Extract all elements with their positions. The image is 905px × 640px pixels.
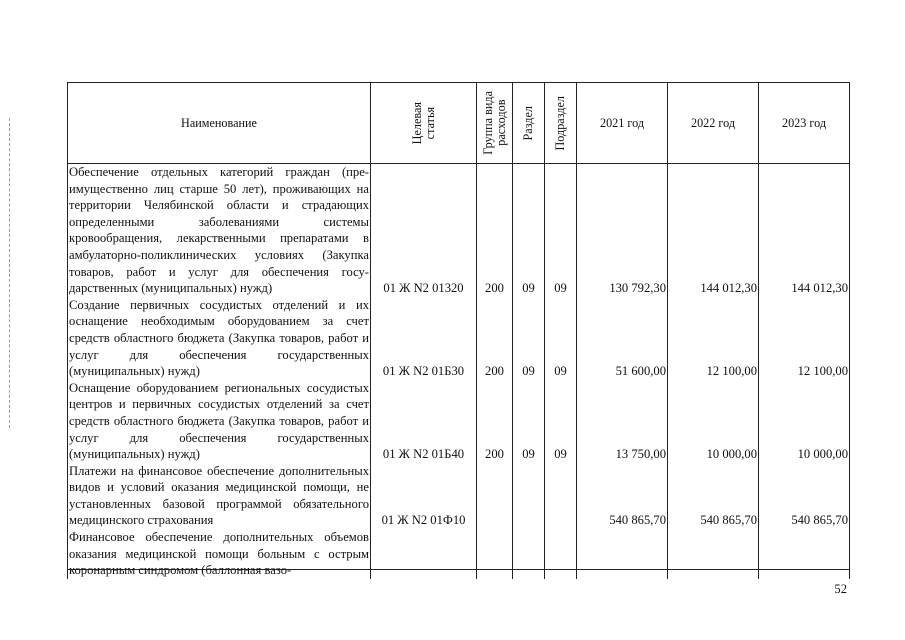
header-expense-group xyxy=(477,83,513,164)
header-subsection-label: Подраздел xyxy=(553,95,567,151)
row-2022: 540 865,70 xyxy=(668,463,759,529)
header-section-label: Раздел xyxy=(521,105,535,141)
row-2021: 13 750,00 xyxy=(577,380,668,463)
header-target-article-label: Целевая статья xyxy=(409,101,437,145)
row-2022: 12 100,00 xyxy=(668,297,759,380)
row-expense-group: 200 xyxy=(477,297,513,380)
row-subsection xyxy=(545,529,577,579)
table-row xyxy=(68,529,850,579)
row-expense-group xyxy=(477,463,513,529)
row-expense-group: 200 xyxy=(477,164,513,297)
row-section: 09 xyxy=(513,164,545,297)
table-row xyxy=(68,164,850,297)
row-name: Платежи на финансовое обеспечение дополнительных видов и условий оказания медицинской помощи, не установленных базовой программой обязательного медицинского страхования xyxy=(69,463,369,528)
row-2021: 130 792,30 xyxy=(577,164,668,297)
row-2023: 144 012,30 xyxy=(759,164,850,297)
row-target-article: 01 Ж N2 01320 xyxy=(371,164,477,297)
table-row xyxy=(68,380,850,463)
row-section xyxy=(513,463,545,529)
row-2022: 10 000,00 xyxy=(668,380,759,463)
row-target-article xyxy=(371,529,477,579)
header-2021: 2021 год xyxy=(577,83,668,164)
header-name: Наименование xyxy=(68,83,371,164)
table-row xyxy=(68,297,850,380)
row-expense-group xyxy=(477,529,513,579)
table-header-row xyxy=(68,83,850,164)
header-section xyxy=(513,83,545,164)
budget-table xyxy=(67,82,850,579)
row-name: Обеспечение отдельных категорий граждан (преимущественно лиц старше 50 лет), проживающих на территории Челябинской области и страдающих определенными заболеваниями системы кровообращения, лекарственными препаратами в амбулаторно-поликлинических условиях (Закупка товаров, работ и услуг для обеспечения государственных (муниципальных) нужд) xyxy=(69,165,369,296)
row-section: 09 xyxy=(513,380,545,463)
row-target-article: 01 Ж N2 01Б30 xyxy=(371,297,477,380)
row-section xyxy=(513,529,545,579)
row-target-article: 01 Ж N2 01Ф10 xyxy=(371,463,477,529)
header-target-article xyxy=(371,83,477,164)
row-subsection: 09 xyxy=(545,297,577,380)
row-name: Оснащение оборудованием региональных сосудистых центров и первичных сосудистых отделений за счет средств областного бюджета (Закупка товаров, работ и услуг для обеспечения государственных (муниципальных) нужд) xyxy=(69,380,369,462)
row-2023 xyxy=(759,529,850,579)
row-subsection: 09 xyxy=(545,164,577,297)
row-subsection: 09 xyxy=(545,380,577,463)
row-2023: 12 100,00 xyxy=(759,297,850,380)
row-target-article: 01 Ж N2 01Б40 xyxy=(371,380,477,463)
row-subsection xyxy=(545,463,577,529)
row-2021 xyxy=(577,529,668,579)
header-expense-group-label: Группа вида расходов xyxy=(480,91,508,155)
header-2022: 2022 год xyxy=(668,83,759,164)
row-2022 xyxy=(668,529,759,579)
page-edge-line xyxy=(9,118,10,428)
table-bottom-border xyxy=(67,569,849,570)
header-subsection xyxy=(545,83,577,164)
row-expense-group: 200 xyxy=(477,380,513,463)
header-2023: 2023 год xyxy=(759,83,850,164)
row-2022: 144 012,30 xyxy=(668,164,759,297)
row-name: Финансовое обеспечение дополнительных объемов оказания медицинской помощи больным с острым коронарным синдромом (баллонная вазо- xyxy=(69,530,369,578)
row-2023: 540 865,70 xyxy=(759,463,850,529)
row-section: 09 xyxy=(513,297,545,380)
table-row xyxy=(68,463,850,529)
page-number: 52 xyxy=(834,582,847,596)
row-2021: 540 865,70 xyxy=(577,463,668,529)
row-2023: 10 000,00 xyxy=(759,380,850,463)
row-2021: 51 600,00 xyxy=(577,297,668,380)
row-name: Создание первичных сосудистых отделений и их оснащение необходимым оборудованием за счет средств областного бюджета (Закупка товаров, работ и услуг для обеспечения государственных (муниципальных) нужд) xyxy=(69,297,369,379)
